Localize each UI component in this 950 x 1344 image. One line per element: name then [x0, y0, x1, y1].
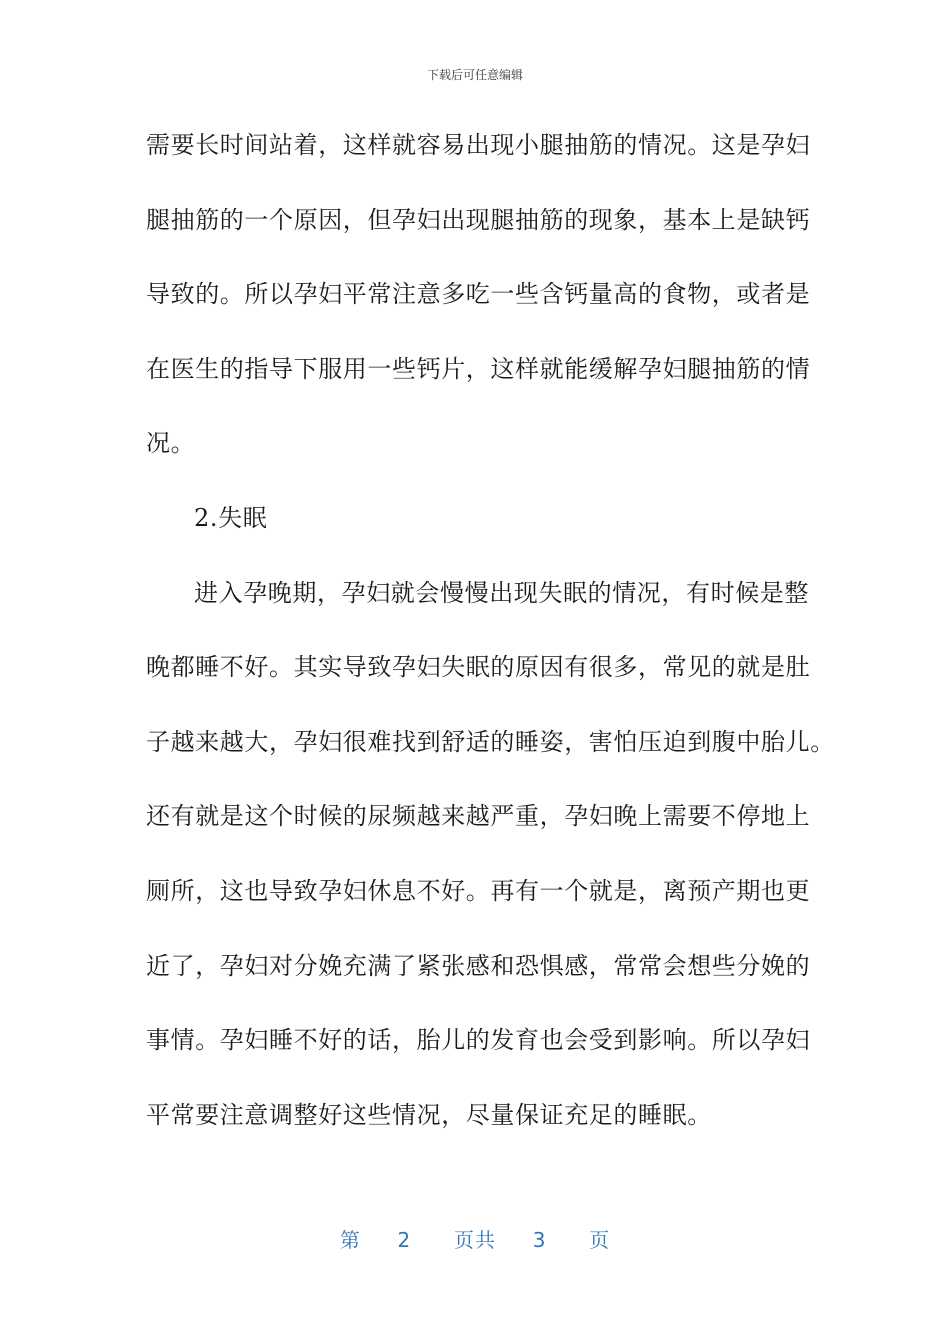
body-line: 晚都睡不好。其实导致孕妇失眠的原因有很多，常见的就是肚 — [146, 653, 811, 682]
body-line: 腿抽筋的一个原因，但孕妇出现腿抽筋的现象，基本上是缺钙 — [146, 205, 811, 234]
body-line: 近了，孕妇对分娩充满了紧张感和恐惧感，常常会想些分娩的 — [146, 951, 811, 980]
body-line: 还有就是这个时候的尿频越来越严重，孕妇晚上需要不停地上 — [146, 802, 811, 831]
body-line: 在医生的指导下服用一些钙片，这样就能缓解孕妇腿抽筋的情 — [146, 354, 811, 383]
page-current: 2 — [397, 1228, 412, 1252]
body-line: 事情。孕妇睡不好的话，胎儿的发育也会受到影响。所以孕妇 — [146, 1026, 811, 1055]
page-prefix: 第 — [339, 1228, 361, 1252]
page-footer — [0, 1224, 950, 1253]
page-middle: 页共 — [454, 1228, 496, 1252]
section-heading: 2.失眠 — [194, 503, 268, 532]
body-line: 子越来越大，孕妇很难找到舒适的睡姿，害怕压迫到腹中胎儿。 — [146, 727, 835, 756]
page-total: 3 — [532, 1228, 547, 1252]
header-note: 下载后可任意编辑 — [426, 68, 523, 82]
body-line: 需要长时间站着，这样就容易出现小腿抽筋的情况。这是孕妇 — [146, 131, 811, 159]
document-body — [146, 115, 835, 1159]
page-suffix: 页 — [589, 1228, 611, 1252]
body-line: 进入孕晚期，孕妇就会慢慢出现失眠的情况，有时候是整 — [194, 578, 809, 607]
body-line: 导致的。所以孕妇平常注意多吃一些含钙量高的食物，或者是 — [146, 280, 811, 309]
body-line: 平常要注意调整好这些情况，尽量保证充足的睡眠。 — [146, 1100, 712, 1129]
body-line: 厕所，这也导致孕妇休息不好。再有一个就是，离预产期也更 — [146, 876, 811, 905]
body-line: 况。 — [146, 429, 196, 458]
